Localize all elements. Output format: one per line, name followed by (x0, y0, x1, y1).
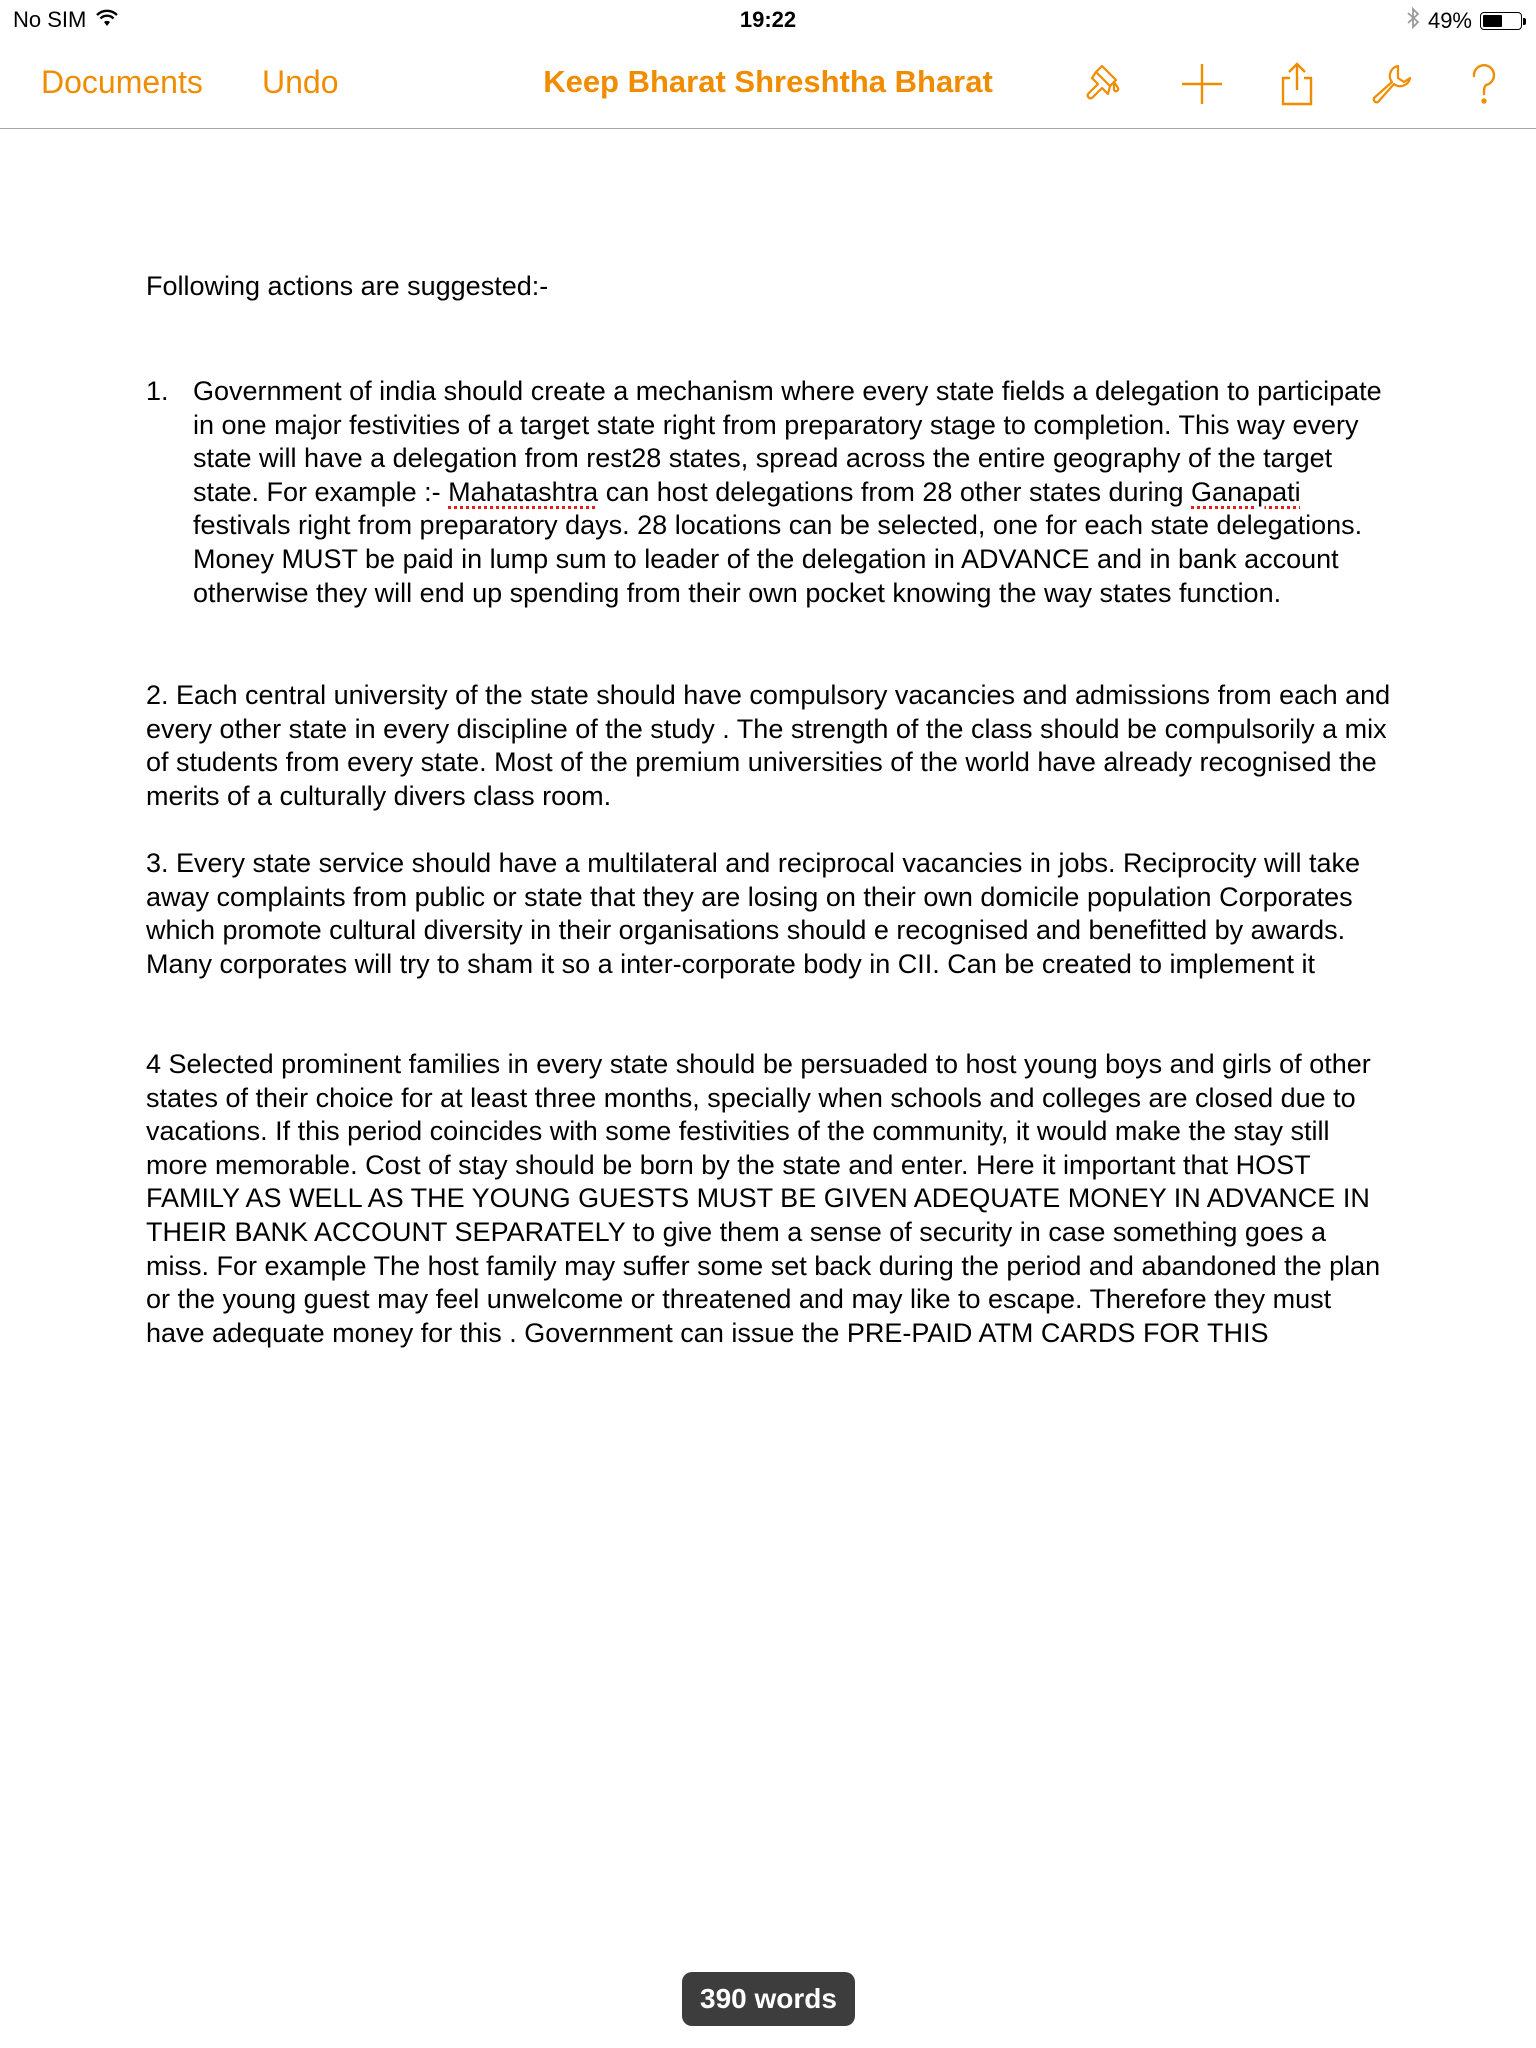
paragraph-4: 4 Selected prominent families in every state should be persuaded to host young boys and girls of other states of their choice for at least three months, specially when schools and colleges are closed due to vacations. If this period coincides with some festivities of the community, it would make the stay still more memorable. Cost of stay should be born by the state and enter. Here it important that HOST FAMILY AS WELL AS THE YOUNG GUESTS MUST BE GIVEN ADEQUATE MONEY IN ADVANCE IN THEIR BANK ACCOUNT SEPARATELY to give them a sense of security in case something goes a miss. For example The host family may suffer some set back during the period and abandoned the plan or the young guest may feel unwelcome or threatened and may like to escape. Therefore they must have adequate money for this . Government can issue the PRE-PAID ATM CARDS FOR THIS (146, 1049, 1381, 1348)
bluetooth-icon (1406, 7, 1420, 35)
battery-nub (1523, 18, 1526, 25)
list-item-1 (146, 375, 1396, 610)
misspelled-word[interactable]: Mahatashtra (448, 476, 599, 507)
word-count-badge[interactable]: 390 words (682, 1972, 855, 2026)
list-item-text (193, 375, 1396, 610)
text-segment: can host delegations from 28 other states during (598, 476, 1192, 507)
text-segment: festivals right from preparatory days. 28 locations can be selected, one for each state delegations. Money MUST be paid in lump sum to leader of the delegation in ADVANCE and in bank account otherwise they will end up spending from their own pocket knowing the way states function. (193, 510, 1363, 608)
list-number: 1. (146, 376, 169, 406)
paintbrush-icon[interactable] (1080, 62, 1124, 106)
document-body[interactable] (146, 270, 1396, 1348)
misspelled-word[interactable]: Ganapati (1191, 476, 1301, 507)
status-bar (0, 0, 1536, 40)
plus-icon[interactable] (1180, 62, 1224, 106)
help-icon[interactable] (1462, 62, 1506, 106)
documents-button[interactable]: Documents (41, 64, 203, 100)
intro-paragraph: Following actions are suggested:- (146, 271, 549, 301)
document-title[interactable]: Keep Bharat Shreshtha Bharat (543, 64, 993, 99)
battery-fill (1483, 15, 1502, 27)
battery-icon (1480, 12, 1522, 30)
text-segment: Government of india should create a mechanism where every state fields a delegation to participate in one major festivities of a target state right from preparatory stage to completion. This way every state will have a delegation from rest28 states, spread across the entire geography of the target state. For example :- (193, 376, 1382, 507)
undo-button[interactable]: Undo (262, 64, 339, 100)
clock: 19:22 (739, 7, 797, 32)
paragraph-2: 2. Each central university of the state should have compulsory vacancies and admissions from each and every other state in every discipline of the study . The strength of the class should be compulsorily a mix of students from every state. Most of the premium universities of the world have already recognised the merits of a culturally divers class room. (146, 680, 1391, 811)
battery-percent: 49% (1427, 8, 1472, 33)
status-right (1406, 7, 1526, 35)
paragraph-3: 3. Every state service should have a multilateral and reciprocal vacancies in jobs. Reciprocity will take away complaints from public or state that they are losing on their own domicile population Corporates which promote cultural diversity in their organisations should e recognised and benefitted by awards. Many corporates will try to sham it so a inter-corporate body in CII. Can be created to implement it (146, 848, 1361, 979)
carrier-label: No SIM (13, 7, 87, 32)
wrench-icon[interactable] (1370, 62, 1414, 106)
navigation-bar (0, 40, 1536, 129)
share-icon[interactable] (1275, 62, 1319, 106)
